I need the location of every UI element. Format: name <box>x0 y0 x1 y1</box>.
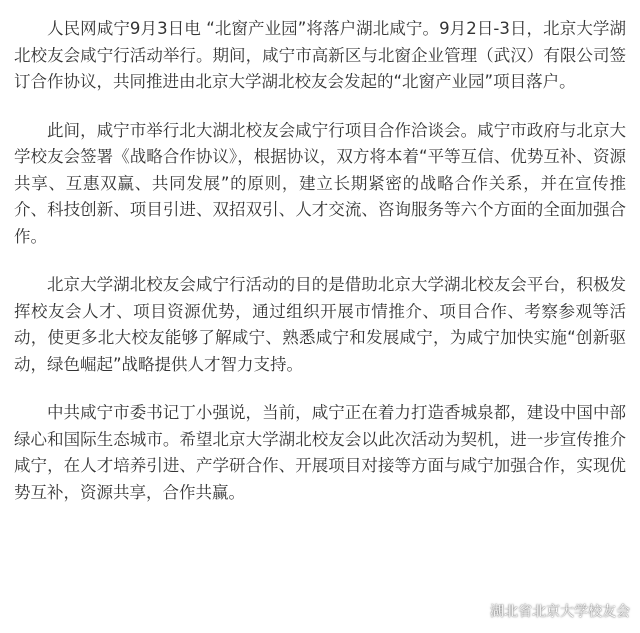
source-watermark <box>464 601 630 621</box>
paragraph-4: 中共咸宁市委书记丁小强说，当前，咸宁正在着力打造香城泉都，建设中国中部绿心和国际生态城市。希望北京大学湖北校友会以此次活动为契机，进一步宣传推介咸宁，在人才培养引进、产学研合作、开展项目对接等方面与咸宁加强合作，实现优势互补，资源共享，合作共赢。 <box>14 403 626 502</box>
paragraph-1: 人民网咸宁9月3日电 “北窗产业园”将落户湖北咸宁。9月2日-3日，北京大学湖北校友会咸宁行活动举行。期间，咸宁市高新区与北窗企业管理（武汉）有限公司签订合作协议，共同推进由北京大学湖北校友会发起的“北窗产业园”项目落户。 <box>14 19 626 91</box>
article-body <box>14 16 626 528</box>
paragraph-3: 北京大学湖北校友会咸宁行活动的目的是借助北京大学湖北校友会平台，积极发挥校友会人才、项目资源优势，通过组织开展市情推介、项目合作、考察参观等活动，使更多北大校友能够了解咸宁、熟悉咸宁和发展咸宁，为咸宁加快实施“创新驱动，绿色崛起”战略提供人才智力支持。 <box>14 275 626 374</box>
watermark-text: 湖北省北京大学校友会 <box>490 604 630 620</box>
paragraph-2: 此间，咸宁市举行北大湖北校友会咸宁行项目合作洽谈会。咸宁市政府与北京大学校友会签署《战略合作协议》，根据协议，双方将本着“平等互信、优势互补、资源共享、互惠双赢、共同发展”的原则，建立长期紧密的战略合作关系，并在宣传推介、科技创新、项目引进、双招双引、人才交流、咨询服务等六个方面的全面加强合作。 <box>14 120 626 246</box>
wechat-icon <box>464 603 484 619</box>
